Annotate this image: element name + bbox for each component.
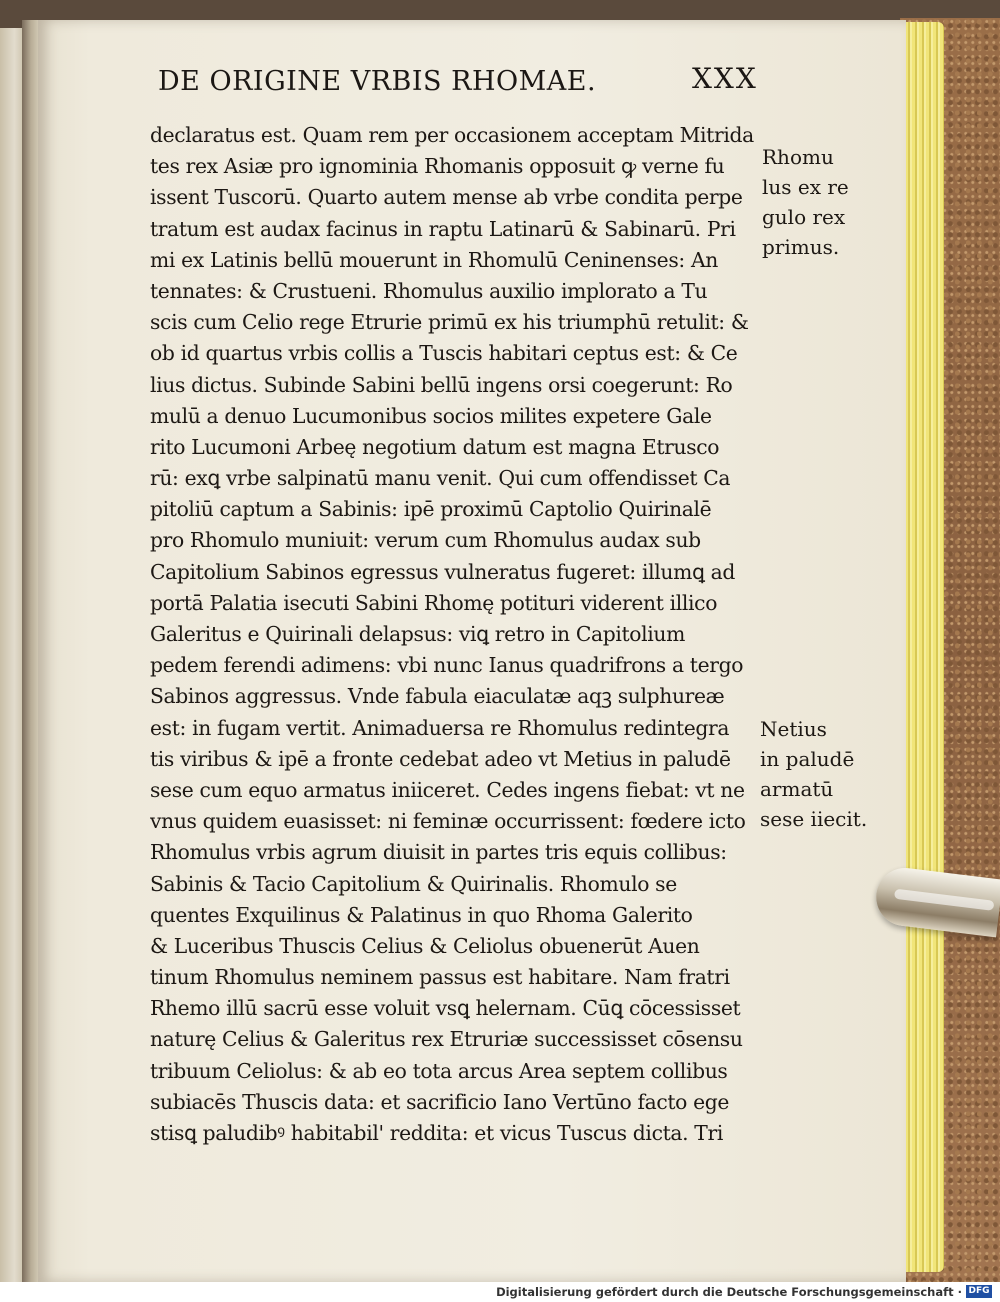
text-line: Sabinos aggressus. Vnde fabula eiaculatæ aqꝫ sulphureæ [150,684,725,709]
text-line: pedem ferendi adimens: vbi nunc Ianus quadrifrons a tergo [150,653,744,678]
text-line: naturę Celius & Galeritus rex Etruriæ successisset cōsensu [150,1027,743,1052]
running-head [158,62,778,106]
marginal-note-line: gulo rex [762,205,846,229]
text-line: tes rex Asiæ pro ignominia Rhomanis opposuit ꝙ verne fu [150,154,725,179]
marginal-note-rhomulus [762,142,849,262]
text-line: vnus quidem euasisset: ni feminæ occurrissent: fœdere icto [150,809,746,834]
text-line: Capitolium Sabinos egressus vulneratus fugeret: illumꝗ ad [150,559,735,584]
text-line: rū: exꝗ vrbe salpinatū manu venit. Qui cum offendisset Ca [150,466,731,491]
marginal-note-netius [760,714,867,834]
text-line: subiacēs Thuscis data: et sacrificio Iano Vertūno facto ege [150,1089,730,1114]
text-line: issent Tuscorū. Quarto autem mense ab vrbe condita perpe [150,185,743,210]
text-line: portā Palatia isecuti Sabini Rhomę potituri viderent illico [150,590,718,615]
marginal-note-line: lus ex re [762,175,849,199]
text-line: sese cum equo armatus iniiceret. Cedes ingens fiebat: vt ne [150,777,745,802]
text-line: ob id quartus vrbis collis a Tuscis habitari ceptus est: & Ce [150,341,738,366]
marginal-note-line: armatū [760,777,834,801]
marginal-note-line: in paludē [760,747,855,771]
folio-number: XXX [692,62,758,95]
facing-page [0,28,24,1282]
text-line: Rhemo illū sacrū esse voluit vsꝗ helernam. Cūꝗ cōcessisset [150,996,741,1021]
text-line: tennates: & Crustueni. Rhomulus auxilio implorato a Tu [150,278,708,303]
footer-bar [0,1282,1000,1302]
text-line: rito Lucumoni Arbeę negotium datum est magna Etrusco [150,434,720,459]
text-line: Sabinis & Tacio Capitolium & Quirinalis. Rhomulo se [150,871,677,896]
text-line: tratum est audax facinus in raptu Latinarū & Sabinarū. Pri [150,216,736,241]
text-line: pro Rhomulo muniuit: verum cum Rhomulus audax sub [150,528,701,553]
text-line: mi ex Latinis bellū mouerunt in Rhomulū Ceninenses: An [150,247,718,272]
text-line: tinum Rhomulus neminem passus est habitare. Nam fratri [150,965,730,990]
text-line: stisꝗ paludibꝰ habitabil' reddita: et vicus Tuscus dicta. Tri [150,1121,723,1145]
text-line: lius dictus. Subinde Sabini bellū ingens orsi coegerunt: Ro [150,372,733,397]
marginal-note-line: primus. [762,235,840,259]
marginal-note-line: Netius [760,717,827,741]
running-head-title: DE ORIGINE VRBIS RHOMAE. [158,66,597,97]
text-line: tis viribus & ipē a fronte cedebat adeo vt Metius in paludē [150,746,731,771]
text-line: est: in fugam vertit. Animaduersa re Rhomulus redintegra [150,715,730,740]
text-line: scis cum Celio rege Etrurie primū ex his triumphū retulit: & [150,310,749,335]
text-line: quentes Exquilinus & Palatinus in quo Rhoma Galerito [150,902,693,927]
text-line: tribuum Celiolus: & ab eo tota arcus Area septem collibus [150,1058,728,1083]
text-line: pitoliū captum a Sabinis: ipē proximū Captolio Quirinalē [150,497,712,522]
marginal-note-line: sese iiecit. [760,807,868,831]
marginal-note-line: Rhomu [762,145,834,169]
text-line: Rhomulus vrbis agrum diuisit in partes tris equis collibus: [150,840,727,865]
text-line: Galeritus e Quirinali delapsus: viꝗ retro in Capitolium [150,622,686,646]
dfg-logo: DFG [966,1285,992,1298]
funding-credit: Digitalisierung gefördert durch die Deutsche Forschungsgemeinschaft · [496,1285,962,1299]
text-line: declaratus est. Quam rem per occasionem acceptam Mitrida [150,123,754,147]
text-line: mulū a denuo Lucumonibus socios milites expetere Gale [150,403,712,428]
text-line: & Luceribus Thuscis Celius & Celiolus obuenerūt Auen [150,933,700,958]
body-text [150,120,775,1149]
